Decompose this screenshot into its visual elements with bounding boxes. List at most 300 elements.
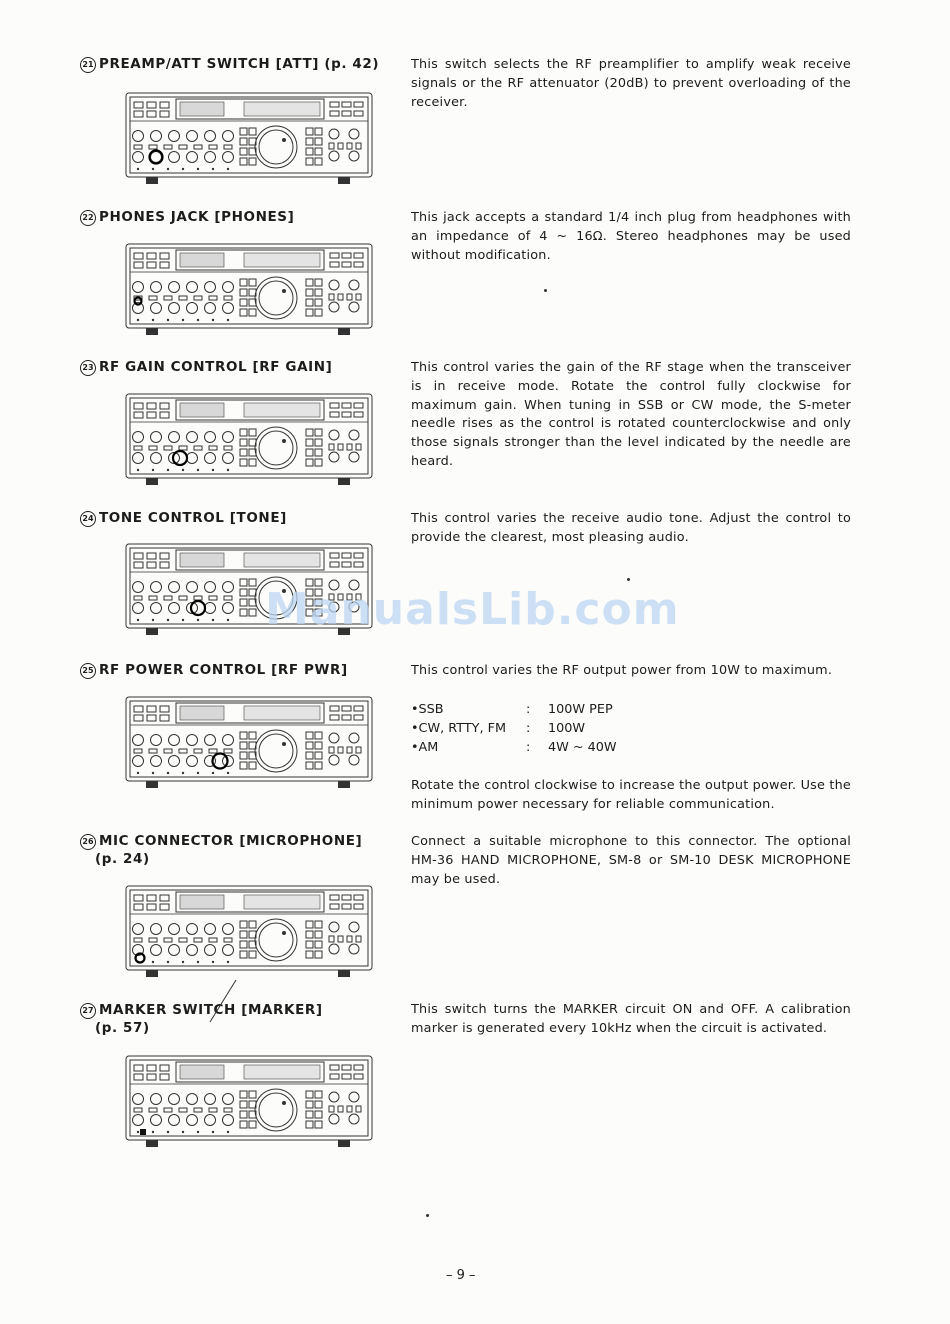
- small-button: [194, 1108, 202, 1112]
- control-knob: [169, 152, 180, 163]
- keypad-key: [306, 449, 313, 456]
- small-button: [354, 262, 363, 267]
- keypad-key: [249, 609, 256, 616]
- small-button: [330, 1065, 339, 1070]
- keypad-key: [240, 752, 247, 759]
- keypad-key: [306, 762, 313, 769]
- indicator-dot: [212, 961, 214, 963]
- control-knob: [329, 430, 339, 440]
- section-description-22: This jack accepts a standard 1/4 inch plug from headphones with an impedance of 4 ~ 16Ω. Stereo headphones may be used without modification.: [411, 210, 851, 263]
- item-number-badge: 26: [80, 834, 96, 850]
- keypad-key: [315, 921, 322, 928]
- keypad-key: [315, 459, 322, 466]
- power-spec-list: [411, 700, 617, 757]
- control-knob: [349, 452, 359, 462]
- small-button: [354, 102, 363, 107]
- control-knob: [133, 1094, 144, 1105]
- small-button: [354, 412, 363, 417]
- control-knob: [205, 453, 216, 464]
- dial-finger-grip: [282, 138, 286, 142]
- print-speck: [544, 289, 547, 292]
- small-button: [330, 904, 339, 909]
- small-button: [224, 296, 232, 300]
- control-knob: [205, 282, 216, 293]
- indicator-dot: [137, 319, 139, 321]
- small-button: [356, 444, 361, 450]
- small-button: [134, 749, 142, 753]
- section-title: MARKER SWITCH [MARKER]: [99, 1002, 323, 1018]
- small-button: [134, 446, 142, 450]
- indicator-dot: [212, 1131, 214, 1133]
- indicator-dot: [227, 772, 229, 774]
- keypad-key: [315, 1101, 322, 1108]
- indicator-dot: [167, 1131, 169, 1133]
- keypad-key: [306, 579, 313, 586]
- control-knob: [151, 303, 162, 314]
- control-knob: [223, 924, 234, 935]
- small-button: [164, 596, 172, 600]
- control-knob: [223, 735, 234, 746]
- control-knob: [133, 282, 144, 293]
- control-knob: [223, 1115, 234, 1126]
- small-button: [356, 936, 361, 942]
- small-button: [209, 296, 217, 300]
- small-button: [134, 904, 143, 910]
- small-button: [224, 749, 232, 753]
- small-button: [354, 253, 363, 258]
- keypad-key: [306, 589, 313, 596]
- s-meter: [180, 706, 224, 720]
- small-button: [330, 102, 339, 107]
- keypad-key: [240, 951, 247, 958]
- indicator-dot: [182, 168, 184, 170]
- control-knob: [151, 735, 162, 746]
- keypad-key: [240, 138, 247, 145]
- control-knob: [349, 1114, 359, 1124]
- control-knob: [151, 945, 162, 956]
- indicator-dot: [197, 168, 199, 170]
- control-knob: [151, 924, 162, 935]
- rf-power-knob-highlight: [213, 754, 228, 769]
- main-tuning-dial: [255, 919, 297, 961]
- watermark: ManualsLib.com: [265, 584, 680, 635]
- small-button: [338, 294, 343, 300]
- indicator-dot: [197, 961, 199, 963]
- indicator-dot: [197, 319, 199, 321]
- control-knob: [151, 582, 162, 593]
- keypad-key: [306, 1091, 313, 1098]
- indicator-dot: [137, 619, 139, 621]
- keypad-key: [315, 439, 322, 446]
- small-button: [147, 553, 156, 559]
- control-knob: [205, 735, 216, 746]
- control-knob: [329, 1114, 339, 1124]
- keypad-key: [249, 128, 256, 135]
- keypad-key: [306, 1111, 313, 1118]
- keypad-key: [315, 742, 322, 749]
- frequency-display: [244, 403, 320, 417]
- small-button: [134, 111, 143, 117]
- keypad-key: [249, 459, 256, 466]
- keypad-key: [249, 1121, 256, 1128]
- small-button: [342, 262, 351, 267]
- control-knob: [133, 603, 144, 614]
- keypad-key: [240, 279, 247, 286]
- keypad-key: [249, 579, 256, 586]
- small-button: [194, 749, 202, 753]
- small-button: [347, 1106, 352, 1112]
- keypad-key: [240, 1091, 247, 1098]
- small-button: [134, 145, 142, 149]
- keypad-key: [240, 128, 247, 135]
- indicator-dot: [212, 772, 214, 774]
- section-heading-26: [80, 832, 362, 868]
- keypad-key: [315, 931, 322, 938]
- small-button: [134, 1074, 143, 1080]
- indicator-dot: [197, 772, 199, 774]
- small-button: [356, 1106, 361, 1112]
- page-number: – 9 –: [446, 1268, 476, 1283]
- keypad-key: [306, 279, 313, 286]
- keypad-key: [306, 752, 313, 759]
- control-knob: [187, 453, 198, 464]
- small-button: [179, 749, 187, 753]
- small-button: [164, 145, 172, 149]
- small-button: [134, 1108, 142, 1112]
- spec-separator: :: [526, 740, 531, 755]
- spec-row: [411, 738, 617, 757]
- small-button: [330, 262, 339, 267]
- keypad-key: [306, 439, 313, 446]
- keypad-key: [315, 148, 322, 155]
- small-button: [209, 749, 217, 753]
- dial-finger-grip: [282, 589, 286, 593]
- small-button: [209, 145, 217, 149]
- small-button: [179, 446, 187, 450]
- small-button: [342, 111, 351, 116]
- small-button: [194, 145, 202, 149]
- frequency-display: [244, 102, 320, 116]
- s-meter: [180, 553, 224, 567]
- radio-foot: [338, 478, 350, 485]
- control-knob: [349, 280, 359, 290]
- small-button: [356, 747, 361, 753]
- control-knob: [329, 129, 339, 139]
- control-knob: [151, 432, 162, 443]
- keypad-key: [240, 459, 247, 466]
- dial-finger-grip: [282, 742, 286, 746]
- control-knob: [329, 302, 339, 312]
- control-knob: [329, 944, 339, 954]
- main-tuning-dial-inner: [259, 923, 293, 957]
- control-knob: [329, 755, 339, 765]
- small-button: [134, 262, 143, 268]
- control-knob: [133, 453, 144, 464]
- control-knob: [169, 1115, 180, 1126]
- section-title: PHONES JACK [PHONES]: [99, 209, 295, 225]
- keypad-key: [240, 579, 247, 586]
- print-speck: [426, 1214, 429, 1217]
- keypad-key: [240, 449, 247, 456]
- small-button: [330, 412, 339, 417]
- small-button: [347, 294, 352, 300]
- small-button: [338, 444, 343, 450]
- small-button: [329, 747, 334, 753]
- small-button: [160, 895, 169, 901]
- control-knob: [329, 151, 339, 161]
- transceiver-illustration: [124, 391, 376, 489]
- keypad-key: [249, 429, 256, 436]
- small-button: [342, 102, 351, 107]
- control-knob: [205, 131, 216, 142]
- control-knob: [349, 602, 359, 612]
- control-knob: [169, 432, 180, 443]
- main-tuning-dial-inner: [259, 431, 293, 465]
- small-button: [160, 253, 169, 259]
- keypad-key: [240, 429, 247, 436]
- control-knob: [133, 152, 144, 163]
- spec-separator: :: [526, 702, 531, 717]
- small-button: [134, 253, 143, 259]
- indicator-dot: [197, 1131, 199, 1133]
- radio-foot: [146, 970, 158, 977]
- indicator-dot: [197, 469, 199, 471]
- indicator-dot: [227, 1131, 229, 1133]
- keypad-key: [306, 158, 313, 165]
- small-button: [338, 936, 343, 942]
- page-reference: (p. 57): [95, 1020, 150, 1036]
- small-button: [209, 596, 217, 600]
- main-tuning-dial-inner: [259, 734, 293, 768]
- main-tuning-dial: [255, 730, 297, 772]
- section-description-23: This control varies the gain of the RF stage when the transceiver is in receive mode. Rotate the control fully clockwise for maximum gain. When tuning in SSB or CW mode, the S-meter needle rises as the control is rotated counterclockwise and only those signals stronger than the level indicated by the needle are heard.: [411, 360, 851, 469]
- small-button: [224, 1108, 232, 1112]
- small-button: [330, 715, 339, 720]
- indicator-dot: [212, 319, 214, 321]
- keypad-key: [315, 279, 322, 286]
- small-button: [354, 111, 363, 116]
- keypad-key: [240, 941, 247, 948]
- print-speck: [627, 578, 630, 581]
- small-button: [342, 715, 351, 720]
- small-button: [149, 1108, 157, 1112]
- small-button: [224, 596, 232, 600]
- spec-row: [411, 700, 617, 719]
- small-button: [329, 143, 334, 149]
- control-knob: [349, 1092, 359, 1102]
- control-knob: [133, 924, 144, 935]
- control-knob: [187, 303, 198, 314]
- small-button: [354, 904, 363, 909]
- small-button: [342, 253, 351, 258]
- small-button: [347, 594, 352, 600]
- small-button: [147, 403, 156, 409]
- keypad-key: [240, 309, 247, 316]
- control-knob: [169, 735, 180, 746]
- small-button: [354, 715, 363, 720]
- small-button: [160, 904, 169, 910]
- control-knob: [187, 582, 198, 593]
- keypad-key: [306, 599, 313, 606]
- small-button: [342, 895, 351, 900]
- keypad-key: [240, 609, 247, 616]
- small-button: [149, 446, 157, 450]
- control-knob: [205, 1115, 216, 1126]
- small-button: [179, 145, 187, 149]
- small-button: [134, 403, 143, 409]
- small-button: [194, 296, 202, 300]
- keypad-key: [306, 742, 313, 749]
- main-tuning-dial: [255, 126, 297, 168]
- control-knob: [349, 944, 359, 954]
- small-button: [354, 562, 363, 567]
- control-knob: [151, 131, 162, 142]
- item-number-badge: 24: [80, 511, 96, 527]
- dial-finger-grip: [282, 1101, 286, 1105]
- control-knob: [349, 151, 359, 161]
- small-button: [147, 262, 156, 268]
- small-button: [342, 562, 351, 567]
- control-knob: [205, 582, 216, 593]
- small-button: [354, 1065, 363, 1070]
- dial-finger-grip: [282, 931, 286, 935]
- small-button: [160, 262, 169, 268]
- spec-row: [411, 719, 617, 738]
- control-knob: [187, 924, 198, 935]
- control-knob: [169, 282, 180, 293]
- indicator-dot: [227, 469, 229, 471]
- section-title: RF GAIN CONTROL [RF GAIN]: [99, 359, 333, 375]
- indicator-dot: [182, 469, 184, 471]
- keypad-key: [306, 921, 313, 928]
- main-tuning-dial: [255, 277, 297, 319]
- radio-foot: [146, 328, 158, 335]
- keypad-key: [249, 309, 256, 316]
- small-button: [338, 747, 343, 753]
- keypad-key: [240, 158, 247, 165]
- radio-foot: [338, 177, 350, 184]
- keypad-key: [306, 1121, 313, 1128]
- control-knob: [169, 924, 180, 935]
- small-button: [224, 938, 232, 942]
- control-knob: [223, 945, 234, 956]
- spec-mode: •SSB: [411, 702, 444, 717]
- section-description-27: This switch turns the MARKER circuit ON and OFF. A calibration marker is generated every 10kHz when the circuit is activated.: [411, 1002, 851, 1036]
- section-title: RF POWER CONTROL [RF PWR]: [99, 662, 348, 678]
- control-knob: [349, 580, 359, 590]
- control-knob: [187, 152, 198, 163]
- control-knob: [187, 282, 198, 293]
- transceiver-illustration: [124, 90, 376, 188]
- small-button: [354, 706, 363, 711]
- keypad-key: [315, 579, 322, 586]
- control-knob: [223, 432, 234, 443]
- small-button: [134, 938, 142, 942]
- small-button: [342, 553, 351, 558]
- control-knob: [187, 1115, 198, 1126]
- radio-foot: [338, 970, 350, 977]
- small-button: [338, 143, 343, 149]
- small-button: [160, 706, 169, 712]
- indicator-dot: [152, 619, 154, 621]
- keypad-key: [240, 931, 247, 938]
- keypad-key: [306, 429, 313, 436]
- keypad-key: [249, 921, 256, 928]
- small-button: [329, 294, 334, 300]
- indicator-dot: [182, 772, 184, 774]
- control-knob: [205, 432, 216, 443]
- keypad-key: [249, 158, 256, 165]
- frequency-display: [244, 895, 320, 909]
- keypad-key: [306, 138, 313, 145]
- small-button: [147, 111, 156, 117]
- spec-value: 100W PEP: [548, 702, 613, 717]
- small-button: [160, 403, 169, 409]
- keypad-key: [240, 732, 247, 739]
- radio-foot: [146, 177, 158, 184]
- s-meter: [180, 403, 224, 417]
- indicator-dot: [167, 619, 169, 621]
- control-knob: [223, 282, 234, 293]
- small-button: [160, 1074, 169, 1080]
- page-reference: (p. 24): [95, 851, 150, 867]
- control-knob: [349, 129, 359, 139]
- main-tuning-dial-inner: [259, 281, 293, 315]
- small-button: [160, 111, 169, 117]
- keypad-key: [315, 589, 322, 596]
- keypad-key: [306, 732, 313, 739]
- indicator-dot: [137, 168, 139, 170]
- small-button: [329, 1106, 334, 1112]
- small-button: [160, 553, 169, 559]
- radio-foot: [338, 1140, 350, 1147]
- control-knob: [223, 453, 234, 464]
- keypad-key: [240, 742, 247, 749]
- radio-foot: [146, 478, 158, 485]
- keypad-key: [306, 148, 313, 155]
- section-heading-25: [80, 661, 348, 679]
- keypad-key: [315, 609, 322, 616]
- keypad-key: [306, 941, 313, 948]
- section-description-26: Connect a suitable microphone to this connector. The optional HM-36 HAND MICROPHONE, SM-8 or SM-10 DESK MICROPHONE may be used.: [411, 834, 851, 887]
- indicator-dot: [137, 1131, 139, 1133]
- keypad-key: [240, 439, 247, 446]
- keypad-key: [306, 299, 313, 306]
- section-heading-22: [80, 208, 294, 226]
- small-button: [194, 938, 202, 942]
- small-button: [160, 102, 169, 108]
- small-button: [134, 553, 143, 559]
- small-button: [338, 1106, 343, 1112]
- control-knob: [133, 582, 144, 593]
- small-button: [149, 749, 157, 753]
- frequency-display: [244, 1065, 320, 1079]
- section-title: MIC CONNECTOR [MICROPHONE]: [99, 833, 363, 849]
- transceiver-illustration: [124, 1053, 376, 1151]
- control-knob: [169, 945, 180, 956]
- spec-mode: •AM: [411, 740, 439, 755]
- small-button: [330, 403, 339, 408]
- radio-foot: [146, 1140, 158, 1147]
- indicator-dot: [152, 168, 154, 170]
- small-button: [209, 1108, 217, 1112]
- small-button: [347, 936, 352, 942]
- indicator-dot: [152, 319, 154, 321]
- keypad-key: [315, 158, 322, 165]
- control-knob: [205, 303, 216, 314]
- main-tuning-dial: [255, 1089, 297, 1131]
- small-button: [149, 596, 157, 600]
